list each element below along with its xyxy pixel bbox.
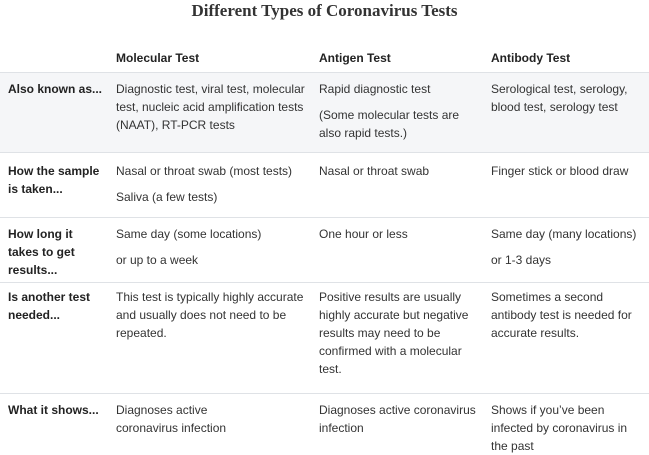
cell-antigen-also-known-as [319, 80, 481, 142]
cell-text: One hour or less [319, 227, 408, 241]
row-divider [0, 217, 649, 218]
row-label-how-sample-taken: How the sample is taken... [8, 164, 100, 196]
cell-antigen-what-it-shows [319, 401, 479, 437]
column-header-antibody: Antibody Test [491, 51, 571, 65]
cell-molecular-how-sample-taken [116, 162, 308, 206]
cell-text: or up to a week [116, 253, 199, 267]
cell-antibody-what-it-shows [491, 401, 645, 455]
column-header-molecular: Molecular Test [116, 51, 200, 65]
cell-text: (Some molecular tests are also rapid tests.) [319, 108, 460, 140]
row-label-another-test-needed: Is another test needed... [8, 290, 91, 322]
row-label-what-it-shows: What it shows... [8, 403, 99, 417]
cell-text: Saliva (a few tests) [116, 190, 218, 204]
cell-antigen-another-test-needed [319, 288, 481, 378]
cell-text: Serological test, serology, blood test, serology test [491, 82, 628, 114]
cell-molecular-another-test-needed [116, 288, 308, 342]
cell-molecular-what-it-shows [116, 401, 266, 437]
cell-text: Same day (some locations) [116, 227, 262, 241]
cell-antigen-how-sample-taken [319, 162, 481, 180]
cell-text: Rapid diagnostic test [319, 82, 431, 96]
page-title: Different Types of Coronavirus Tests [191, 1, 458, 20]
cell-text: Nasal or throat swab (most tests) [116, 164, 293, 178]
row-divider [0, 72, 649, 73]
cell-antigen-how-long-results [319, 225, 481, 243]
cell-antibody-another-test-needed [491, 288, 643, 342]
cell-text: Diagnoses active coronavirus infection [116, 403, 227, 435]
cell-text: Nasal or throat swab [319, 164, 430, 178]
cell-antibody-how-sample-taken [491, 162, 643, 180]
cell-antibody-also-known-as [491, 80, 643, 116]
row-label-also-known-as: Also known as... [8, 82, 103, 96]
row-label-how-long-results: How long it takes to get results... [8, 227, 75, 277]
cell-text: Shows if you’ve been infected by coronavirus in the past [491, 403, 628, 453]
cell-text: Finger stick or blood draw [491, 164, 629, 178]
cell-text: Same day (many locations) [491, 227, 637, 241]
row-divider [0, 393, 649, 394]
cell-molecular-also-known-as [116, 80, 308, 134]
cell-text: Sometimes a second antibody test is needed for accurate results. [491, 290, 632, 340]
cell-text: or 1-3 days [491, 253, 552, 267]
row-divider [0, 282, 649, 283]
column-header-antigen: Antigen Test [319, 51, 391, 65]
cell-text: Diagnoses active coronavirus infection [319, 403, 476, 435]
cell-text: Positive results are usually highly accurate but negative results may need to be confirmed with a molecular test. [319, 290, 469, 376]
cell-text: This test is typically highly accurate and usually does not need to be repeated. [116, 290, 304, 340]
cell-text: Diagnostic test, viral test, molecular test, nucleic acid amplification tests (NAAT), RT-PCR tests [116, 82, 305, 132]
row-divider [0, 152, 649, 153]
cell-antibody-how-long-results [491, 225, 643, 269]
cell-molecular-how-long-results [116, 225, 308, 269]
